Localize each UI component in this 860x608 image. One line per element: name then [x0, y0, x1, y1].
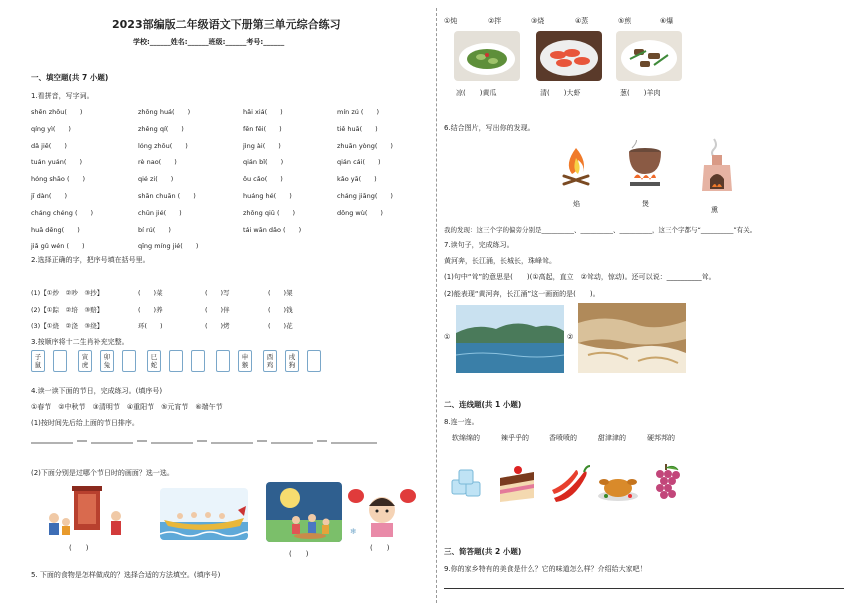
method-option: ④蒸 — [575, 17, 589, 25]
festival-answer-1[interactable]: ( ) — [69, 544, 89, 552]
q8-label: 8.连一连。 — [444, 418, 479, 426]
option-2-label: ② — [567, 333, 574, 341]
q4-label: 4.读一读下面的节日，完成练习。(填序号) — [31, 387, 163, 395]
zodiac-card: 申猴 — [238, 350, 252, 372]
pinyin-item[interactable]: cháng jiāng( ) — [337, 192, 393, 200]
pinyin-item[interactable]: huáng hé( ) — [243, 192, 292, 200]
q9-answer-line[interactable] — [444, 588, 844, 589]
choice-blank[interactable]: ( )养 — [138, 305, 163, 314]
pinyin-item[interactable]: shēn zhōu( ) — [31, 108, 83, 116]
zodiac-blank-card[interactable] — [216, 350, 230, 372]
blank-lamb[interactable]: 葱( )羊肉 — [620, 89, 661, 97]
column-divider — [436, 8, 437, 603]
zodiac-card: 子鼠 — [31, 350, 45, 372]
pinyin-item[interactable]: zhōng huá( ) — [138, 108, 191, 116]
char-bao: 煲 — [642, 200, 649, 208]
pinyin-item[interactable]: kǎo yā( ) — [337, 175, 377, 184]
zodiac-blank-card[interactable] — [307, 350, 321, 372]
adjective-word[interactable]: 辣乎乎的 — [501, 434, 529, 442]
pinyin-item[interactable]: chūn jié( ) — [138, 208, 182, 217]
river-image — [456, 305, 564, 373]
pinyin-item[interactable]: mín zú ( ) — [337, 108, 379, 116]
adjective-word[interactable]: 香喷喷的 — [549, 434, 577, 442]
pinyin-item[interactable]: qián bǐ( ) — [243, 158, 284, 167]
pinyin-item[interactable]: tuán yuán( ) — [31, 158, 82, 167]
page-title: 2023部编版二年级语文下册第三单元综合练习 — [112, 18, 341, 31]
pinyin-item[interactable]: fēn fēi( ) — [243, 124, 282, 133]
shrimp-dish-image — [536, 31, 602, 81]
dragon-boat-image — [160, 488, 248, 540]
q7-poem: 黄河奔，长江涌，长城长，珠峰耸。 — [444, 257, 556, 265]
blank-cucumber[interactable]: 凉( )黄瓜 — [456, 89, 497, 97]
choice-blank[interactable]: ( )菜 — [138, 289, 163, 297]
pinyin-item[interactable]: hǎi xiá( ) — [243, 108, 283, 116]
pinyin-item[interactable]: qié zi( ) — [138, 175, 174, 184]
pinyin-item[interactable]: jiǎ gǔ wén ( ) — [31, 242, 85, 251]
festival-answer-4[interactable]: ( ) — [370, 544, 390, 552]
choice-blank[interactable]: ( )写 — [205, 289, 230, 297]
choice-blank[interactable]: ( )伴 — [205, 305, 230, 314]
method-option: ⑤煎 — [618, 17, 632, 25]
section-heading-match: 二、连线题(共 1 小题) — [444, 400, 522, 409]
q6-label: 6.结合图片，写出你的发现。 — [444, 124, 535, 132]
smoke-oven-image — [700, 137, 734, 193]
q7-label: 7.读句子，完成练习。 — [444, 241, 514, 249]
q5-label: 5. 下面的食物是怎样做成的？选择合适的方法填空。(填序号) — [31, 571, 221, 579]
pinyin-item[interactable]: jìng ài( ) — [243, 141, 281, 150]
method-option: ⑥爆 — [660, 17, 674, 25]
adjective-word[interactable]: 甜津津的 — [598, 434, 626, 442]
choice-blank[interactable]: ( )钱 — [268, 305, 293, 314]
pinyin-item[interactable]: rè nao( ) — [138, 158, 177, 167]
pinyin-item[interactable]: tái wān dǎo ( ) — [243, 225, 302, 234]
festival-list: ①春节 ②中秋节 ③清明节 ④重阳节 ⑤元宵节 ⑥端午节 — [31, 403, 223, 411]
q3-label: 3.按顺序将十二生肖补充完整。 — [31, 338, 129, 346]
section-heading-fill: 一、填空题(共 7 小题) — [31, 73, 109, 82]
waterfall-image — [578, 303, 686, 373]
char-xun: 熏 — [711, 206, 718, 214]
zodiac-card: 酉鸡 — [263, 350, 277, 372]
pinyin-item[interactable]: ōu cǎo( ) — [243, 175, 283, 184]
pinyin-item[interactable]: lóng zhōu( ) — [138, 141, 188, 150]
roast-chicken-image — [596, 468, 640, 502]
cucumber-dish-image — [454, 31, 520, 81]
campfire-image — [558, 144, 594, 190]
adjective-word[interactable]: 软绵绵的 — [452, 434, 480, 442]
blank-shrimp[interactable]: 清( )大虾 — [540, 89, 581, 97]
pinyin-item[interactable]: zhōng qiū ( ) — [243, 208, 296, 217]
pinyin-item[interactable]: zhuān yòng( ) — [337, 141, 393, 150]
zodiac-card: 巳蛇 — [147, 350, 161, 372]
student-info: 学校:______姓名:______班级:______考号:______ — [133, 38, 285, 46]
pinyin-item[interactable]: dǎ jiē( ) — [31, 141, 67, 150]
grapes-image — [648, 462, 684, 504]
zodiac-card: 戌狗 — [285, 350, 299, 372]
pinyin-item[interactable]: dōng wù( ) — [337, 208, 383, 217]
method-option: ③烧 — [531, 17, 545, 25]
ice-cubes-image — [448, 466, 488, 502]
section-heading-short: 三、简答题(共 2 小题) — [444, 547, 522, 556]
pinyin-item[interactable]: zhěng qí( ) — [138, 124, 184, 133]
pinyin-item[interactable]: qíng yì( ) — [31, 124, 71, 133]
q2-label: 2.选择正确的字，把序号填在括号里。 — [31, 256, 150, 264]
lamb-dish-image — [616, 31, 682, 81]
choice-blank[interactable]: ( )花 — [268, 322, 293, 330]
spring-festival-image — [42, 484, 128, 540]
zodiac-blank-card[interactable] — [191, 350, 205, 372]
pinyin-item[interactable]: qián cái( ) — [337, 158, 381, 167]
pinyin-item[interactable]: tiě huā( ) — [337, 124, 378, 133]
option-1-label: ① — [444, 333, 451, 341]
choice-blank[interactable]: ( )烤 — [205, 322, 230, 330]
pinyin-item[interactable]: qīng míng jié( ) — [138, 242, 199, 251]
zodiac-blank-card[interactable] — [122, 350, 136, 372]
method-option: ②拌 — [488, 17, 502, 25]
pinyin-item[interactable]: huā dēng( ) — [31, 225, 80, 234]
char-yan: 焰 — [573, 200, 580, 208]
q7-sub1[interactable]: (1)句中“耸”的意思是( )(①高起，直立 ②耸动，惊动)。还可以说：__________耸。 — [444, 273, 716, 281]
choice-options: (1)【①炒 ②吵 ③抄】 — [31, 289, 104, 297]
adjective-word[interactable]: 硬邦邦的 — [647, 434, 675, 442]
method-option: ①炖 — [444, 17, 458, 25]
zodiac-blank-card[interactable] — [169, 350, 183, 372]
q1-label: 1.看拼音，写字词。 — [31, 92, 94, 100]
q9-label: 9.你的家乡特有的美食是什么？它的味道怎么样？介绍给大家吧！ — [444, 565, 647, 573]
choice-blank[interactable]: 环( ) — [138, 322, 163, 330]
cake-image — [496, 462, 538, 506]
q4-sub2: (2)下面分别是过哪个节日时的画面？选一选。 — [31, 469, 174, 477]
pinyin-item[interactable]: bí rú( ) — [138, 225, 171, 234]
zodiac-card: 寅虎 — [78, 350, 92, 372]
zodiac-card: 卯兔 — [100, 350, 114, 372]
q6-finding[interactable]: 我的发现：这三个字的偏旁分别是__________、__________、__________，这三个字都与“__________”有关。 — [444, 226, 757, 234]
pot-on-fire-image — [624, 140, 666, 190]
pinyin-item[interactable]: shān chuān ( ) — [138, 192, 196, 200]
choice-options: (2)【①踪 ②培 ③赔】 — [31, 305, 104, 314]
choice-options: (3)【①烧 ②浇 ③绕】 — [31, 322, 104, 330]
choice-blank[interactable]: ( )架 — [268, 289, 293, 297]
q4-sub1: (1)按时间先后给上面的节日排序。 — [31, 419, 139, 427]
festival-answer-3[interactable]: ( ) — [289, 550, 309, 558]
pinyin-item[interactable]: hóng shāo ( ) — [31, 175, 86, 184]
order-answer-line[interactable] — [31, 437, 381, 447]
pinyin-item[interactable]: cháng chéng ( ) — [31, 208, 94, 217]
q7-sub2[interactable]: (2)能表现“黄河奔，长江涌”这一画面的是( )。 — [444, 290, 600, 298]
chili-pepper-image — [548, 464, 592, 506]
zodiac-blank-card[interactable] — [53, 350, 67, 372]
lantern-festival-image — [346, 484, 418, 540]
pinyin-item[interactable]: jī dàn( ) — [31, 192, 67, 200]
svg-text:❄: ❄ — [350, 527, 357, 536]
mid-autumn-image — [266, 482, 342, 542]
